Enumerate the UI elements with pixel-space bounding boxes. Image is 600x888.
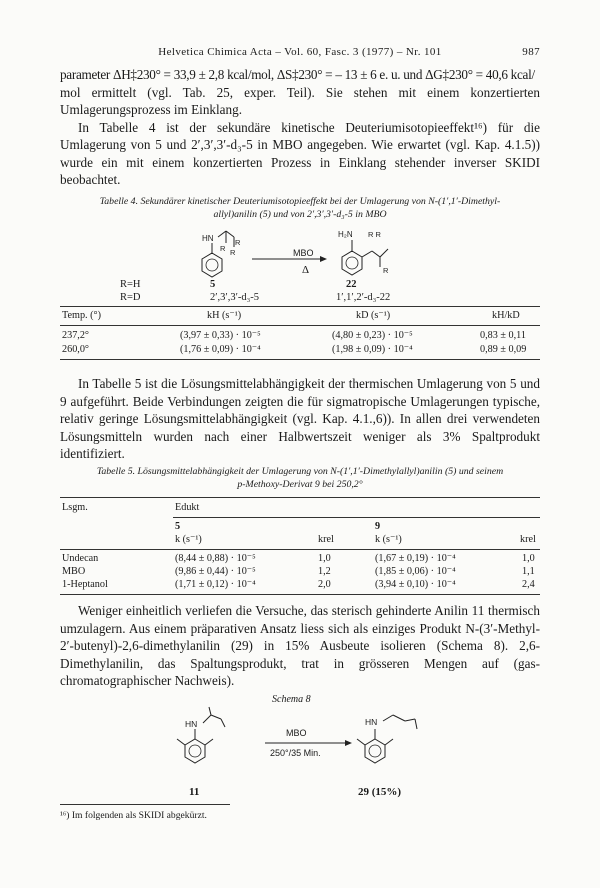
scheme8-graphic	[165, 705, 455, 777]
bond-line	[218, 231, 226, 237]
table-rule	[60, 359, 540, 360]
lower-text	[60, 602, 540, 690]
table5-sub-k: k (s⁻¹)	[375, 534, 402, 545]
svg-text:R: R	[230, 248, 236, 257]
scheme8-product-label	[358, 786, 401, 798]
middle-text	[60, 375, 540, 463]
intro-text	[60, 66, 540, 189]
substituent-label-h: R=H	[120, 279, 141, 290]
table4-cell: 237,2°	[62, 330, 89, 341]
table4-cell: (1,98 ± 0,09) · 10⁻⁴	[332, 344, 413, 355]
bond-line	[415, 719, 417, 729]
table5-compound-a: 5	[175, 521, 181, 532]
benzene-ring	[202, 253, 222, 277]
aromatic-circle	[369, 745, 381, 757]
table-rule	[60, 549, 540, 550]
svg-text:HN: HN	[202, 234, 214, 243]
table5-cell: (3,94 ± 0,10) · 10⁻⁴	[375, 579, 456, 590]
table4-cell: 0,89 ± 0,09	[480, 344, 527, 355]
table5-sub-k: k (s⁻¹)	[175, 534, 202, 545]
table5-caption-line2: p-Methoxy-Derivat 9 bei 250,2°	[237, 478, 363, 490]
paragraph-4: Weniger einheitlich verliefen die Versuche, das sterisch gehinderte Anilin 11 thermisch umzulagern. Aus einem präparativen Ansatz liess sich als einziges Produkt N-(3′-Methyl-2′-butenyl)-2,6-dimethylanilin (29) in 15% Ausbeute isolieren (Schema 8). 2,6-Dimethylanilin, das Spaltungsprodukt, trat in grösseren Mengen auf (gas-chromatographischer Nachweis).	[60, 603, 540, 688]
reactant-number: 5	[210, 279, 216, 290]
aromatic-circle	[189, 745, 201, 757]
svg-text:R R: R R	[368, 230, 381, 239]
table5-cell: (1,85 ± 0,06) · 10⁻⁴	[375, 566, 456, 577]
table5-cell: MBO	[62, 566, 86, 577]
table5-sub-krel: krel	[520, 534, 536, 545]
bond-line	[211, 715, 221, 719]
reactant-deuterated: 2′,3′,3′-d₃-5	[210, 292, 260, 303]
arrow-head	[320, 256, 327, 262]
bond-line	[383, 715, 393, 721]
table-rule	[60, 594, 540, 595]
table5-cell: (9,86 ± 0,44) · 10⁻⁵	[175, 566, 256, 577]
bond-line	[221, 719, 225, 727]
table5-caption-line1: Tabelle 5. Lösungsmittelabhängigkeit der Umlagerung von N-(1′,1′-Dimethylallyl)anilin (5) und seinem	[96, 466, 504, 477]
table-rule	[60, 325, 540, 326]
table4-header-temp: Temp. (°)	[62, 310, 102, 321]
bond-line	[372, 251, 380, 257]
table-rule	[173, 517, 540, 518]
paragraph-1: mol ermittelt (vgl. Tab. 25, exper. Teil). Sie stehen mit einem konzertierten Umlagerungsprozess im Einklang.	[60, 84, 540, 117]
bond-line	[380, 249, 388, 257]
table5-cell: 1,2	[318, 566, 331, 577]
table5-cell: Undecan	[62, 553, 99, 564]
table5-header-lsgm: Lsgm.	[62, 502, 88, 513]
bond-line	[205, 739, 213, 745]
svg-text:H₂N: H₂N	[338, 230, 353, 239]
table4-header-kh: kH (s⁻¹)	[207, 310, 242, 321]
table5-sub-krel: krel	[318, 534, 334, 545]
paragraph-line: parameter ΔH‡230° = 33,9 ± 2,8 kcal/mol, ΔS‡230° = – 13 ± 6 e. u. und ΔG‡230° = 40,6 kcal/	[60, 67, 535, 82]
table5-cell: 2,4	[522, 579, 535, 590]
svg-text:HN: HN	[365, 717, 378, 727]
table4-caption-line2: allyl)anilin (5) und von 2′,3′,3′-d₃-5 in MBO	[213, 208, 387, 220]
table4-caption	[60, 196, 540, 221]
table-rule	[60, 306, 540, 307]
table5-cell: 2,0	[318, 579, 331, 590]
aromatic-circle	[346, 257, 358, 269]
table4-caption-line1: Tabelle 4. Sekundärer kinetischer Deuteriumisotopieeffekt bei der Umlagerung von N-(1′,1′-Dimethyl-	[99, 196, 501, 207]
table4-cell: (1,76 ± 0,09) · 10⁻⁴	[180, 344, 261, 355]
table4-header-kd: kD (s⁻¹)	[356, 310, 391, 321]
table5-caption	[60, 466, 540, 491]
svg-text:R: R	[383, 266, 389, 275]
table5-header-edukt: Edukt	[175, 502, 200, 513]
product-deuterated: 1′,1′,2′-d₃-22	[336, 292, 391, 303]
benzene-ring	[365, 739, 385, 763]
table5-cell: 1,0	[318, 553, 331, 564]
svg-text:R: R	[235, 238, 241, 247]
bond-line	[203, 715, 211, 723]
product-number: 22	[346, 279, 357, 290]
benzene-ring	[185, 739, 205, 763]
table5-cell: 1-Heptanol	[62, 579, 108, 590]
paragraph-3: In Tabelle 5 ist die Lösungsmittelabhängigkeit der thermischen Umlagerung von 5 und 9 aufgeführt. Beide Verbindungen zeigten die für sigmatropische Umlagerungen typische, relativ geringe Lösungsmittelabhängigkeit (vgl. Kap. 4.1.,6)). In allen drei verwendeten Lösungsmitteln wurden nach einer Halbwertszeit weniger als 3% Spaltprodukt identifiziert.	[60, 376, 540, 461]
scheme8-reactant-number: 11	[189, 786, 200, 798]
benzene-ring	[342, 251, 362, 275]
aromatic-circle	[206, 259, 218, 271]
table4-header-ratio: kH/kD	[492, 310, 520, 321]
bond-line	[362, 251, 372, 257]
paragraph-2: In Tabelle 4 ist der sekundäre kinetische Deuteriumisotopieeffekt¹⁶) für die Umlagerung von 5 und 2′,3′,3′-d₃-5 in MBO angegeben. Wie erwartet (vgl. Kap. 4.1.5)) wurde ein mit einem konzertierten Prozess in Einklang stehender inverser SKIDI beobachtet.	[60, 119, 540, 187]
journal-header: Helvetica Chimica Acta – Vol. 60, Fasc. 3 (1977) – Nr. 101	[158, 46, 442, 58]
table4-cell: (4,80 ± 0,23) · 10⁻⁵	[332, 330, 413, 341]
bond-line	[357, 739, 365, 745]
scheme8-conditions: 250°/35 Min.	[270, 748, 321, 758]
scheme8-product-number: 29 (15%)	[358, 786, 402, 798]
table4-cell: 0,83 ± 0,11	[480, 330, 526, 341]
scheme8-reagent: MBO	[286, 728, 307, 738]
bond-line	[405, 719, 415, 721]
bond-line	[226, 231, 234, 237]
table5-cell: 1,1	[522, 566, 535, 577]
footnote-rule	[60, 804, 230, 805]
bond-line	[385, 739, 393, 745]
table4-cell: (3,97 ± 0,33) · 10⁻⁵	[180, 330, 261, 341]
table4-cell: 260,0°	[62, 344, 89, 355]
svg-text:R: R	[220, 244, 226, 253]
scheme8-title: Schema 8	[272, 694, 311, 705]
scheme-reagent: MBO	[293, 248, 314, 258]
svg-text:HN: HN	[185, 719, 198, 729]
page-number: 987	[522, 46, 540, 58]
footnote: ¹⁶) Im folgenden als SKIDI abgekürzt.	[60, 810, 207, 821]
bond-line	[177, 739, 185, 745]
substituent-label-d: R=D	[120, 292, 141, 303]
bond-line	[393, 715, 405, 721]
table5-cell: (1,71 ± 0,12) · 10⁻⁴	[175, 579, 256, 590]
table5-cell: 1,0	[522, 553, 535, 564]
table5-cell: (1,67 ± 0,19) · 10⁻⁴	[375, 553, 456, 564]
table5-cell: (8,44 ± 0,88) · 10⁻⁵	[175, 553, 256, 564]
bond-line	[209, 707, 211, 715]
arrow-head	[345, 740, 352, 746]
table5-compound-b: 9	[375, 521, 381, 532]
scheme-heat: Δ	[302, 264, 310, 276]
table-rule	[60, 497, 540, 498]
